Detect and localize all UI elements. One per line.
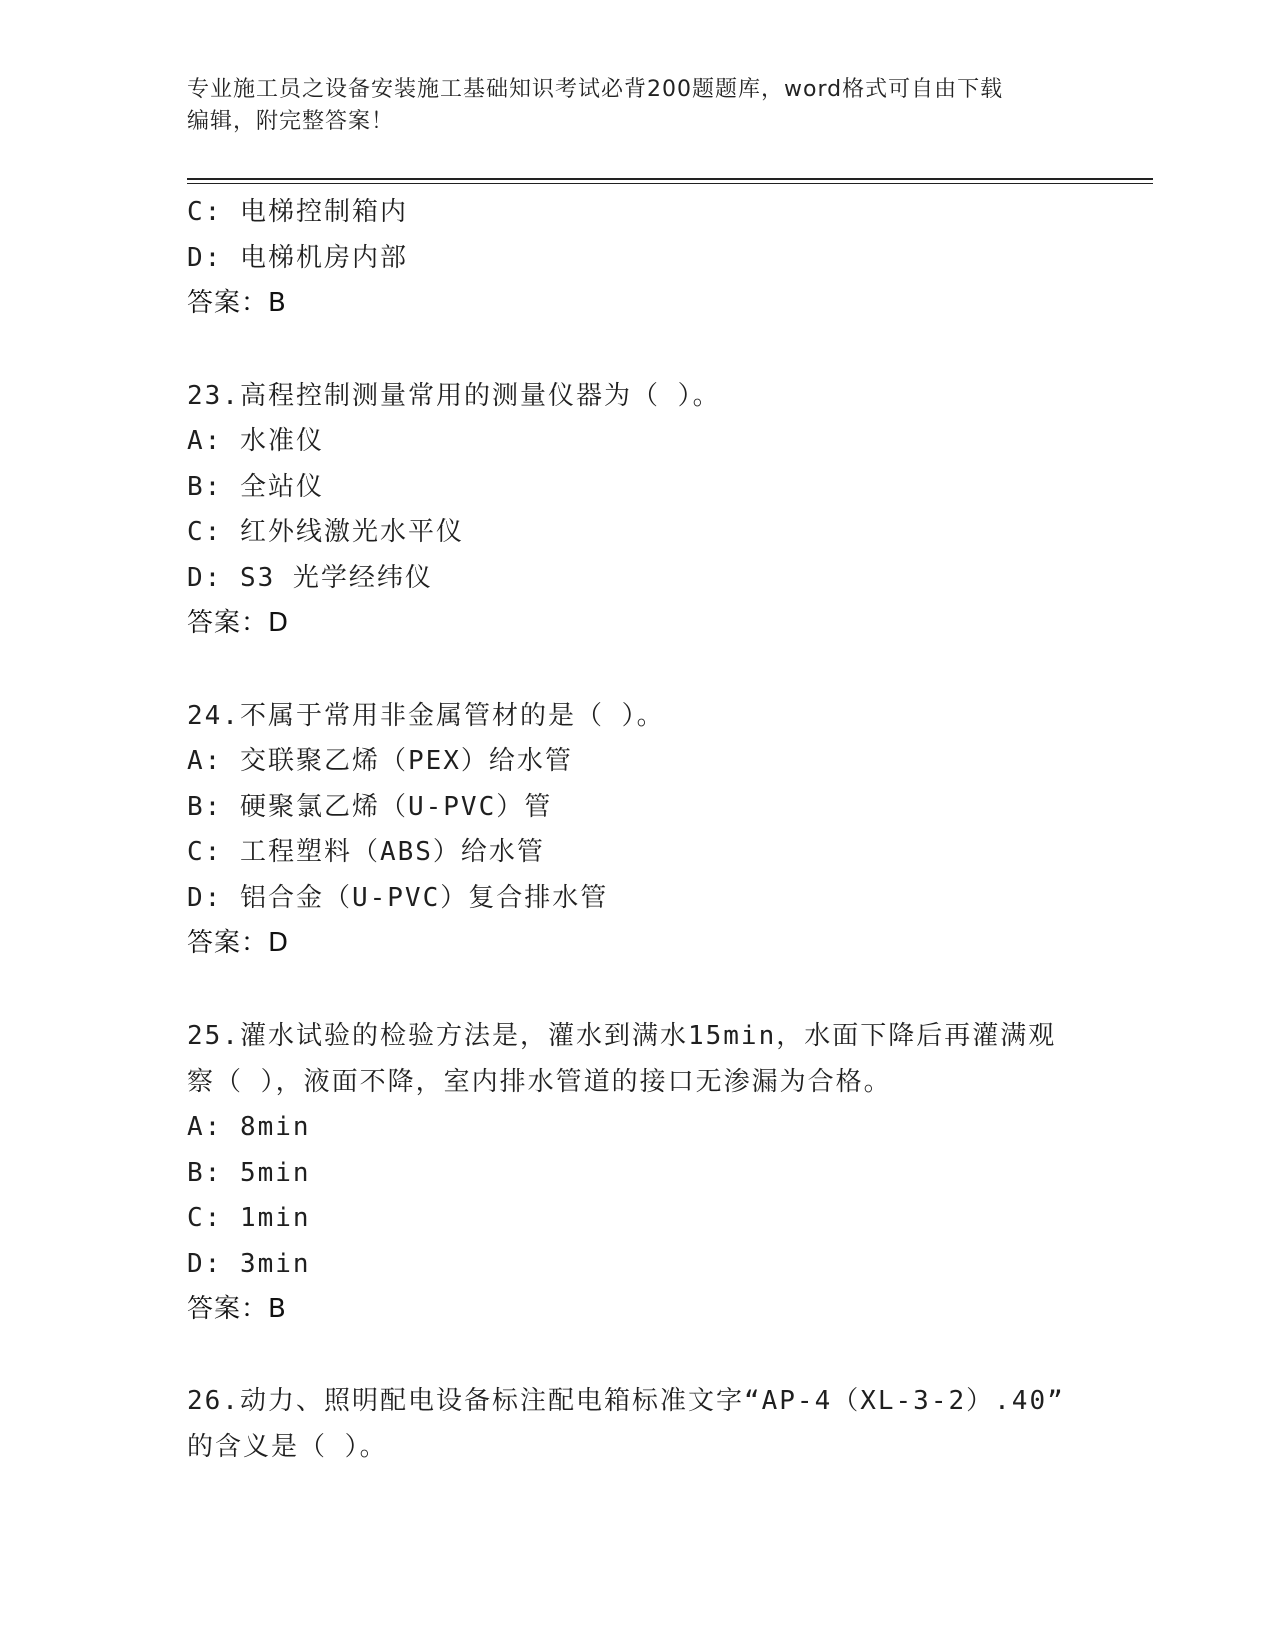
option-a: A: 8min <box>187 1112 311 1142</box>
document-header <box>187 74 1067 138</box>
question-stem-line-1: 25.灌水试验的检验方法是，灌水到满水15min，水面下降后再灌满观 <box>187 1021 1057 1051</box>
option-d: D: S3 光学经纬仪 <box>187 562 433 593</box>
question-stem: 24.不属于常用非金属管材的是（ ）。 <box>187 701 665 731</box>
spacer <box>187 1332 1087 1378</box>
question-23 <box>187 373 1087 646</box>
question-stem-line-1: 26.动力、照明配电设备标注配电箱标准文字“AP-4（XL-3-2）.40” <box>187 1386 1065 1416</box>
question-26 <box>187 1378 1087 1470</box>
question-stem: 23.高程控制测量常用的测量仪器为（ ）。 <box>187 381 721 411</box>
spacer <box>187 326 1087 373</box>
option-b: B: 全站仪 <box>187 471 324 502</box>
option-d: D: 电梯机房内部 <box>187 242 408 273</box>
option-c: C: 1min <box>187 1203 311 1233</box>
option-d: D: 铝合金（U-PVC）复合排水管 <box>187 882 609 913</box>
question-stem-line-2: 察（ ），液面不降，室内排水管道的接口无渗漏为合格。 <box>187 1067 892 1097</box>
header-divider-thin <box>187 183 1153 184</box>
header-divider-thick <box>187 178 1153 180</box>
spacer <box>187 966 1087 1013</box>
answer-line: 答案：B <box>187 1294 287 1324</box>
question-list <box>187 190 1087 1470</box>
answer-line: 答案：D <box>187 928 290 958</box>
option-a: A: 水准仪 <box>187 426 324 456</box>
answer-line: 答案：B <box>187 288 287 318</box>
option-c: C: 工程塑料（ABS）给水管 <box>187 837 545 867</box>
question-stem-line-2: 的含义是（ ）。 <box>187 1432 388 1462</box>
option-c: C: 红外线激光水平仪 <box>187 517 464 547</box>
question-25 <box>187 1013 1087 1332</box>
question-24 <box>187 693 1087 966</box>
question-22-tail <box>187 190 1087 326</box>
option-c: C: 电梯控制箱内 <box>187 197 408 227</box>
option-d: D: 3min <box>187 1248 311 1279</box>
option-b: B: 5min <box>187 1157 311 1188</box>
spacer <box>187 646 1087 693</box>
option-a: A: 交联聚乙烯（PEX）给水管 <box>187 746 573 776</box>
header-line-1: 专业施工员之设备安装施工基础知识考试必背200题题库，word格式可自由下载 <box>187 77 1004 102</box>
option-b: B: 硬聚氯乙烯（U-PVC）管 <box>187 791 553 822</box>
header-line-2: 编辑，附完整答案！ <box>187 109 395 134</box>
answer-line: 答案：D <box>187 608 290 638</box>
